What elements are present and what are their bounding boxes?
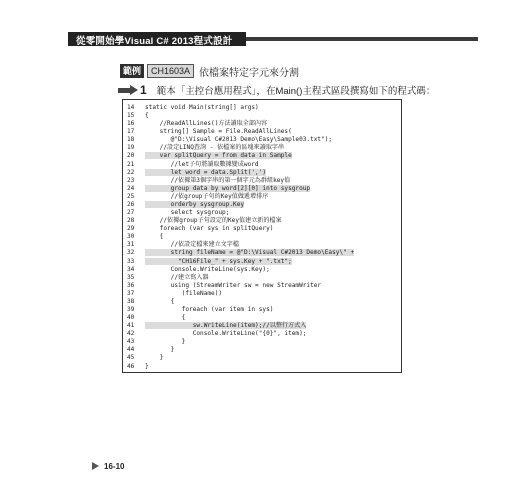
code-text: //建立寫入器 — [145, 273, 209, 281]
line-number: 15 — [127, 112, 135, 120]
line-number: 30 — [127, 233, 135, 241]
code-text: orderby sysgroup.Key — [145, 200, 245, 208]
line-number: 24 — [127, 184, 135, 192]
step-arrow-icon — [118, 85, 138, 96]
line-number: 33 — [127, 257, 135, 265]
line-number: 46 — [127, 362, 135, 370]
code-text: let word = data.Split(',') — [145, 168, 267, 176]
line-number: 44 — [127, 346, 135, 354]
line-number: 45 — [127, 354, 135, 362]
code-text: var splitQuery = from data in Sample — [145, 152, 292, 160]
book-title: 從零開始學Visual C# 2013程式設計 — [76, 36, 233, 47]
line-number: 19 — [127, 144, 135, 152]
code-text: //設定LINQ查詢 - 依檔案的區塊來讀取字串 — [145, 144, 285, 152]
line-number: 32 — [127, 249, 135, 257]
code-listing — [122, 99, 402, 373]
example-badge: 範例 — [120, 64, 144, 78]
code-text: foreach (var item in sys) — [145, 306, 274, 313]
line-number: 26 — [127, 200, 135, 208]
code-text: //依設定檔來建立文字檔 — [145, 241, 239, 249]
code-text: } — [145, 338, 186, 346]
line-number: 28 — [127, 217, 135, 225]
code-text: string fileName = @"D:\Visual C#2013 Demo\Easy\" + — [145, 249, 355, 257]
code-text: foreach (var sys in splitQuery) — [145, 225, 274, 233]
line-number: 42 — [127, 330, 135, 338]
page-footer — [92, 461, 124, 471]
code-text: "CH16File_" + sys.Key + ".txt"; — [145, 257, 292, 265]
code-text: string[] Sample = File.ReadAllLines( — [145, 128, 292, 136]
code-text: { — [145, 112, 149, 120]
line-number: 27 — [127, 209, 135, 217]
example-code: CH1603A — [147, 64, 194, 78]
code-text: //依group子句的Key值做遞增排序 — [145, 192, 269, 200]
line-number: 14 — [127, 104, 135, 111]
footer-triangle-icon — [92, 462, 99, 470]
code-text: } — [145, 354, 164, 362]
code-text: (fileName)) — [145, 289, 223, 297]
step-number: 1 — [140, 83, 147, 97]
line-number: 39 — [127, 306, 135, 313]
line-number: 35 — [127, 273, 135, 281]
line-number: 40 — [127, 314, 135, 322]
code-text: //ReadAllLines()方法讀取全部內容 — [145, 120, 268, 128]
line-number: 20 — [127, 152, 135, 160]
code-text: { — [145, 233, 164, 241]
step-text: 範本「主控台應用程式」，在Main()主程式區段撰寫如下的程式碼： — [156, 86, 436, 97]
code-text: sw.WriteLine(item);//以整行方式入 — [145, 322, 307, 330]
step-instruction — [118, 83, 435, 97]
code-text: Console.WriteLine("{0}", item); — [145, 330, 307, 338]
code-text: { — [145, 297, 175, 305]
line-number: 38 — [127, 297, 135, 305]
code-text: static void Main(string[] args) — [145, 104, 259, 111]
running-header — [68, 32, 478, 46]
line-number: 29 — [127, 225, 135, 233]
code-text: group data by word[2][0] into sysgroup — [145, 184, 311, 192]
line-number: 36 — [127, 281, 135, 289]
code-text: select sysgroup; — [145, 209, 230, 217]
code-text: using (StreamWriter sw = new StreamWriter — [145, 281, 322, 289]
example-caption: 依檔案特定字元來分割 — [199, 67, 300, 79]
line-number: 25 — [127, 192, 135, 200]
header-tab — [68, 32, 246, 46]
code-text: //依據group子句設定的Key值建立新的檔案 — [145, 217, 282, 225]
line-number: 37 — [127, 289, 135, 297]
line-number: 21 — [127, 160, 135, 168]
line-number: 34 — [127, 265, 135, 273]
line-number: 41 — [127, 322, 135, 330]
code-text: @"D:\Visual C#2013 Demo\Easy\Sample03.txt"); — [145, 136, 333, 144]
line-number: 31 — [127, 241, 135, 249]
code-text: Console.WriteLine(sys.Key); — [145, 265, 270, 273]
line-number: 16 — [127, 120, 135, 128]
code-text: { — [145, 314, 186, 322]
line-number: 23 — [127, 176, 135, 184]
code-text: } — [145, 362, 149, 370]
page-number: 16-10 — [104, 461, 125, 471]
line-number: 17 — [127, 128, 135, 136]
code-text: //依據第3個字串的第一個字元為群組key值 — [145, 176, 291, 184]
line-number: 18 — [127, 136, 135, 144]
code-line — [127, 362, 149, 371]
code-text: } — [145, 346, 175, 354]
line-number: 43 — [127, 338, 135, 346]
example-heading — [120, 64, 299, 78]
code-text: //let子句將讀取數據變成word — [145, 160, 259, 168]
line-number: 22 — [127, 168, 135, 176]
